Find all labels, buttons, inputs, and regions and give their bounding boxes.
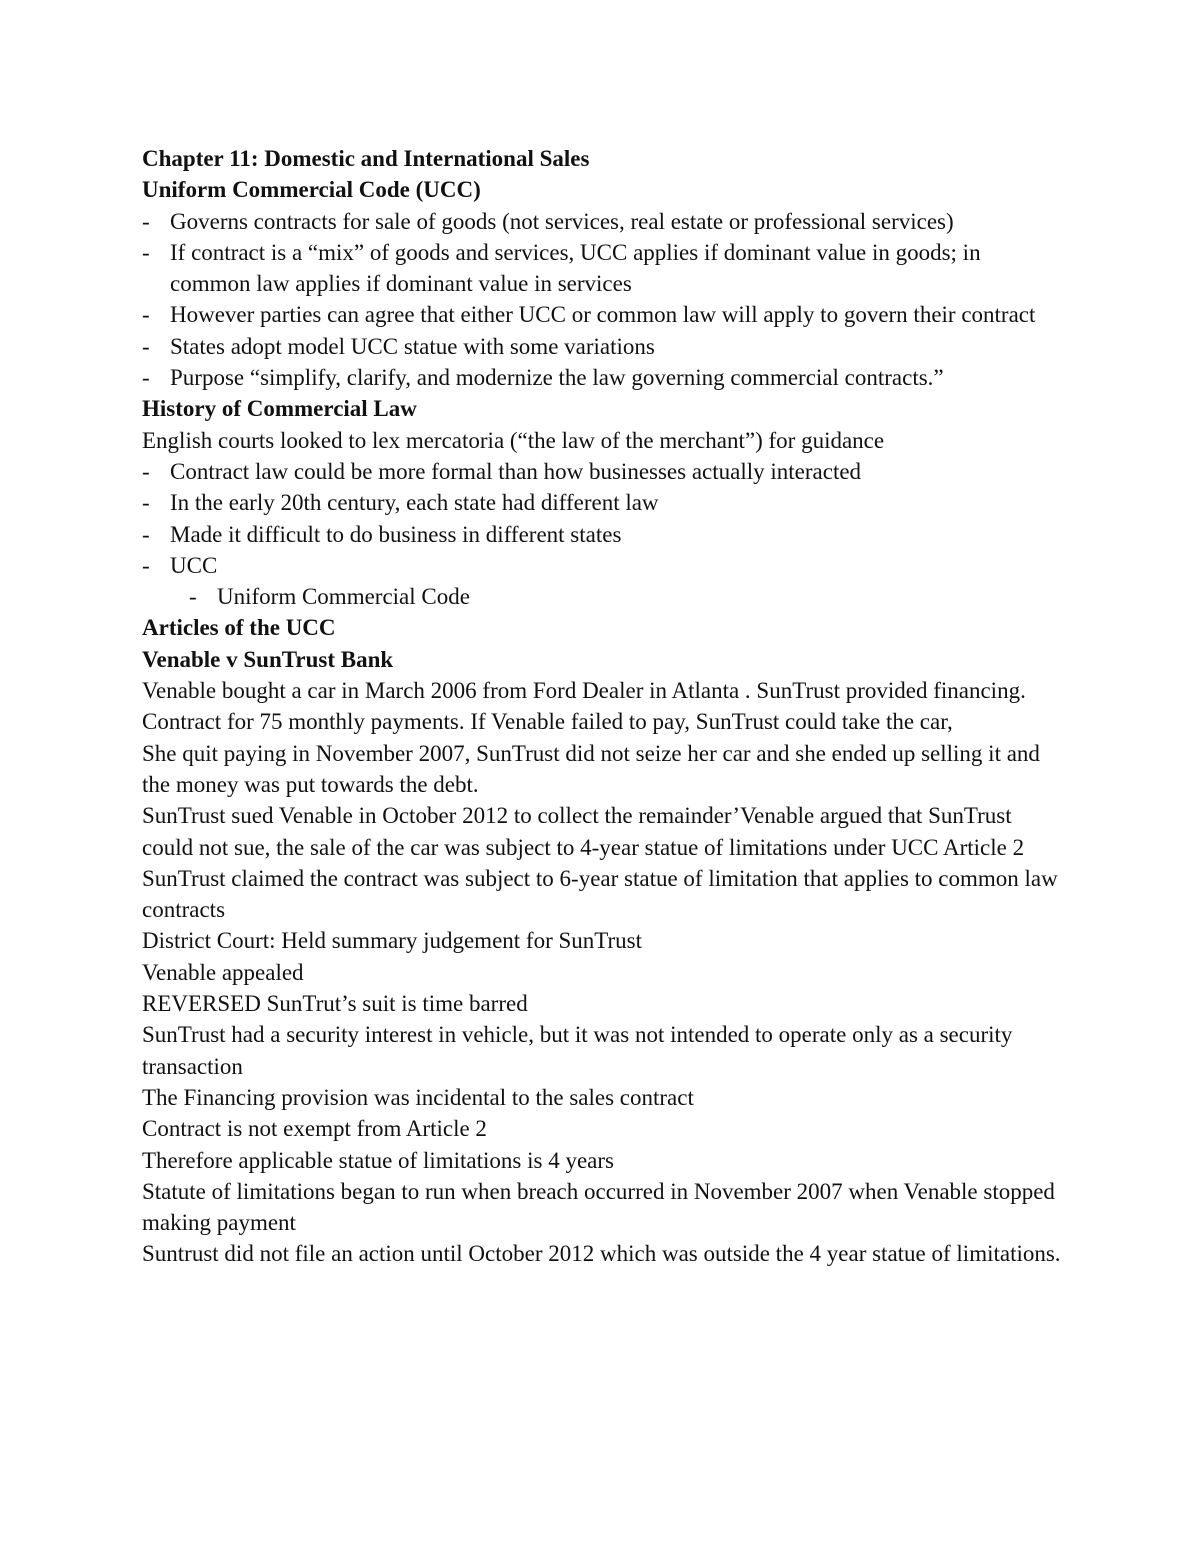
ucc-heading: Uniform Commercial Code (UCC) — [142, 177, 481, 203]
case-paragraph: Statute of limitations began to run when breach occurred in November 2007 when Venable stopped making payment — [142, 1178, 1055, 1236]
dash-marker: - — [142, 239, 150, 265]
document-page — [142, 143, 1062, 1270]
history-bullet-list — [142, 456, 1062, 612]
case-paragraph: REVERSED SunTrut’s suit is time barred — [142, 991, 528, 1017]
list-item: - In the early 20th century, each state had different law — [142, 487, 1062, 518]
case-paragraph: Suntrust did not file an action until October 2012 which was outside the 4 year statue of limitations. — [142, 1241, 1061, 1267]
list-item: - However parties can agree that either UCC or common law will apply to govern their contract — [142, 299, 1062, 330]
articles-heading: Articles of the UCC — [142, 615, 336, 641]
list-item: - Contract law could be more formal than how businesses actually interacted — [142, 456, 1062, 487]
sub-list-item: - Uniform Commercial Code — [142, 581, 1062, 612]
dash-marker: - — [142, 333, 150, 359]
case-paragraph: SunTrust claimed the contract was subject to 6-year statue of limitation that applies to common law contracts — [142, 865, 1058, 923]
dash-marker: - — [189, 584, 197, 610]
case-paragraph: SunTrust sued Venable in October 2012 to collect the remainder’Venable argued that SunTrust could not sue, the sale of the car was subject to 4-year statue of limitations under UCC Article 2 — [142, 803, 1025, 860]
case-paragraph: SunTrust had a security interest in vehicle, but it was not intended to operate only as a security transaction — [142, 1022, 1013, 1079]
case-paragraph: Venable appealed — [142, 959, 304, 985]
list-item: - Purpose “simplify, clarify, and modernize the law governing commercial contracts.” — [142, 362, 1062, 393]
case-paragraph: She quit paying in November 2007, SunTrust did not seize her car and she ended up selling it and the money was put towards the debt. — [142, 740, 1040, 797]
dash-marker: - — [142, 458, 150, 484]
list-item: - States adopt model UCC statue with some variations — [142, 331, 1062, 362]
history-intro: English courts looked to lex mercatoria (“the law of the merchant”) for guidance — [142, 427, 885, 453]
list-item: - If contract is a “mix” of goods and services, UCC applies if dominant value in goods; in common law applies if dominant value in services — [142, 237, 1062, 300]
list-item: - Made it difficult to do business in different states — [142, 519, 1062, 550]
case-heading: Venable v SunTrust Bank — [142, 646, 394, 672]
history-heading: History of Commercial Law — [142, 396, 417, 422]
dash-marker: - — [142, 521, 150, 547]
case-paragraph: Therefore applicable statue of limitations is 4 years — [142, 1147, 614, 1173]
case-paragraph: Contract is not exempt from Article 2 — [142, 1116, 487, 1142]
case-paragraph: District Court: Held summary judgement for SunTrust — [142, 928, 643, 954]
list-item: - UCC — [142, 550, 1062, 581]
chapter-title: Chapter 11: Domestic and International Sales — [142, 146, 590, 171]
case-paragraph: The Financing provision was incidental to the sales contract — [142, 1084, 694, 1110]
case-paragraph: Venable bought a car in March 2006 from Ford Dealer in Atlanta . SunTrust provided financing. Contract for 75 monthly payments. If Venable failed to pay, SunTrust could take the car, — [142, 678, 1026, 735]
dash-marker: - — [142, 365, 150, 391]
ucc-bullet-list — [142, 206, 1062, 394]
dash-marker: - — [142, 552, 150, 578]
dash-marker: - — [142, 302, 150, 328]
list-item: - Governs contracts for sale of goods (not services, real estate or professional services) — [142, 206, 1062, 237]
dash-marker: - — [142, 208, 150, 234]
case-body — [142, 675, 1062, 1270]
dash-marker: - — [142, 490, 150, 516]
